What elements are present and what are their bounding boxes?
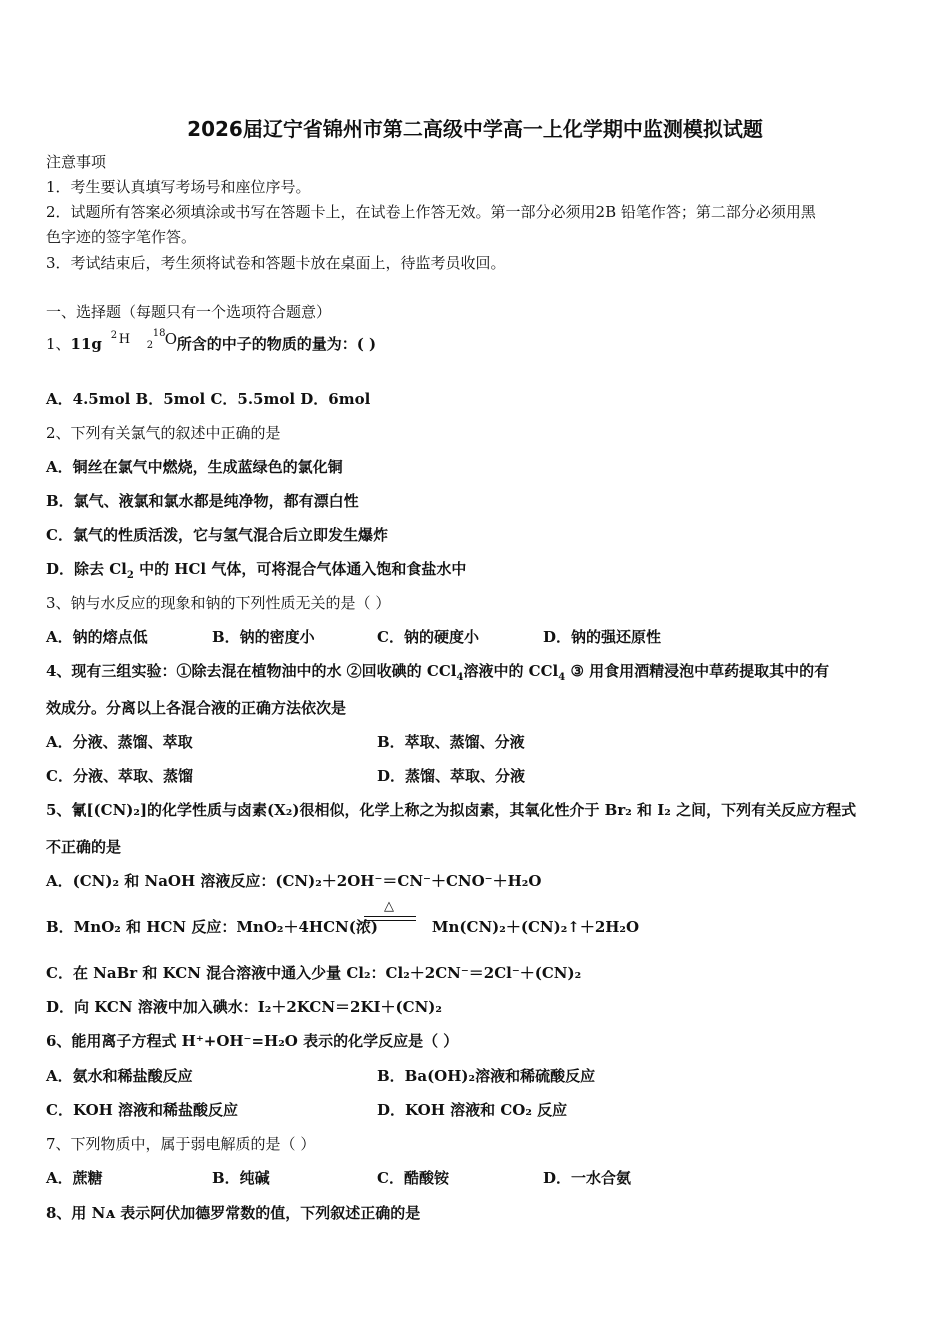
notice-item-2: 2．试题所有答案必须填涂或书写在答题卡上，在试卷上作答无效。第一部分必须用2B 铅笔作答；第二部分必须用黑 bbox=[46, 203, 816, 221]
question-7-option-d: D．一水合氨 bbox=[543, 1169, 632, 1187]
notice-item-1: 1．考生要认真填写考场号和座位序号。 bbox=[46, 178, 311, 196]
question-5-option-c: C．在 NaBr 和 KCN 混合溶液中通入少量 Cl₂：Cl₂＋2CN⁻＝2Cl⁻＋(CN)₂ bbox=[46, 964, 582, 982]
question-7-option-a: A．蔗糖 bbox=[46, 1169, 103, 1187]
question-6-option-a: A．氨水和稀盐酸反应 bbox=[46, 1067, 193, 1085]
question-2-option-c: C．氯气的性质活泼，它与氢气混合后立即发生爆炸 bbox=[46, 526, 388, 544]
section-heading: 一、选择题（每题只有一个选项符合题意） bbox=[46, 303, 332, 321]
heat-symbol: △ bbox=[384, 899, 394, 914]
question-3-option-c: C．钠的硬度小 bbox=[377, 628, 479, 646]
question-2-stem: 2、下列有关氯气的叙述中正确的是 bbox=[46, 424, 281, 442]
question-7-option-c: C．酷酸铵 bbox=[377, 1169, 449, 1187]
reaction-equals-sign bbox=[364, 916, 416, 921]
question-5-option-b: B．MnO₂ 和 HCN 反应：MnO₂＋4HCN(浓) Mn(CN)₂＋(CN)₂↑＋2H₂O bbox=[46, 918, 640, 936]
question-2-option-a: A．铜丝在氯气中燃烧，生成蓝绿色的氯化铜 bbox=[46, 458, 343, 476]
question-4-option-a: A．分液、蒸馏、萃取 bbox=[46, 733, 193, 751]
notice-item-3: 3．考试结束后，考生须将试卷和答题卡放在桌面上，待监考员收回。 bbox=[46, 254, 506, 272]
question-4-option-c: C．分液、萃取、蒸馏 bbox=[46, 767, 193, 785]
question-2-option-b: B．氯气、液氯和氯水都是纯净物，都有漂白性 bbox=[46, 492, 359, 510]
question-4-option-b: B．萃取、蒸馏、分液 bbox=[377, 733, 525, 751]
question-7-stem: 7、下列物质中，属于弱电解质的是（ ） bbox=[46, 1135, 316, 1153]
question-1: 1、11g 2 H 2 18 O 所含的中子的物质的量为：( ) bbox=[46, 328, 377, 353]
question-5-option-d: D．向 KCN 溶液中加入碘水：I₂＋2KCN＝2KI＋(CN)₂ bbox=[46, 998, 442, 1016]
exam-title: 2026届辽宁省锦州市第二高级中学高一上化学期中监测模拟试题 bbox=[187, 117, 763, 141]
question-8-stem: 8、用 Nᴀ 表示阿伏加德罗常数的值，下列叙述正确的是 bbox=[46, 1204, 421, 1222]
question-5-stem: 5、氰[(CN)₂]的化学性质与卤素(X₂)很相似，化学上称之为拟卤素，其氧化性介于 Br₂ 和 I₂ 之间，下列有关反应方程式 bbox=[46, 801, 857, 819]
question-3-option-a: A．钠的熔点低 bbox=[46, 628, 148, 646]
question-6-option-d: D．KOH 溶液和 CO₂ 反应 bbox=[377, 1101, 568, 1119]
question-4-stem: 4、现有三组实验：①除去混在植物油中的水 ②回收碘的 CCl$_4$溶液中的 CCl$_4$ ③ 用食用酒精浸泡中草药提取其中的有 bbox=[46, 662, 830, 683]
notice-item-2-cont: 色字迹的签字笔作答。 bbox=[46, 228, 197, 246]
question-4-option-d: D．蒸馏、萃取、分液 bbox=[377, 767, 526, 785]
question-6-stem: 6、能用离子方程式 H⁺+OH⁻=H₂O 表示的化学反应是（ ） bbox=[46, 1032, 459, 1050]
question-3-stem: 3、钠与水反应的现象和钠的下列性质无关的是（ ） bbox=[46, 594, 391, 612]
question-3-option-b: B．钠的密度小 bbox=[212, 628, 315, 646]
question-1-options: A．4.5mol B．5mol C．5.5mol D．6mol bbox=[46, 390, 371, 408]
question-5-stem-cont: 不正确的是 bbox=[46, 838, 122, 856]
question-3-option-d: D．钠的强还原性 bbox=[543, 628, 662, 646]
question-2-option-d: D．除去 $Cl_2$ 中的 HCl 气体，可将混合气体通入饱和食盐水中 bbox=[46, 560, 467, 581]
question-5-option-a: A．(CN)₂ 和 NaOH 溶液反应：(CN)₂＋2OH⁻＝CN⁻＋CNO⁻＋H₂O bbox=[46, 872, 542, 890]
question-6-option-c: C．KOH 溶液和稀盐酸反应 bbox=[46, 1101, 239, 1119]
notice-heading: 注意事项 bbox=[46, 153, 107, 171]
question-4-stem-cont: 效成分。分离以上各混合液的正确方法依次是 bbox=[46, 699, 347, 717]
question-7-option-b: B．纯碱 bbox=[212, 1169, 270, 1187]
question-6-option-b: B．Ba(OH)₂溶液和稀硫酸反应 bbox=[377, 1067, 596, 1085]
